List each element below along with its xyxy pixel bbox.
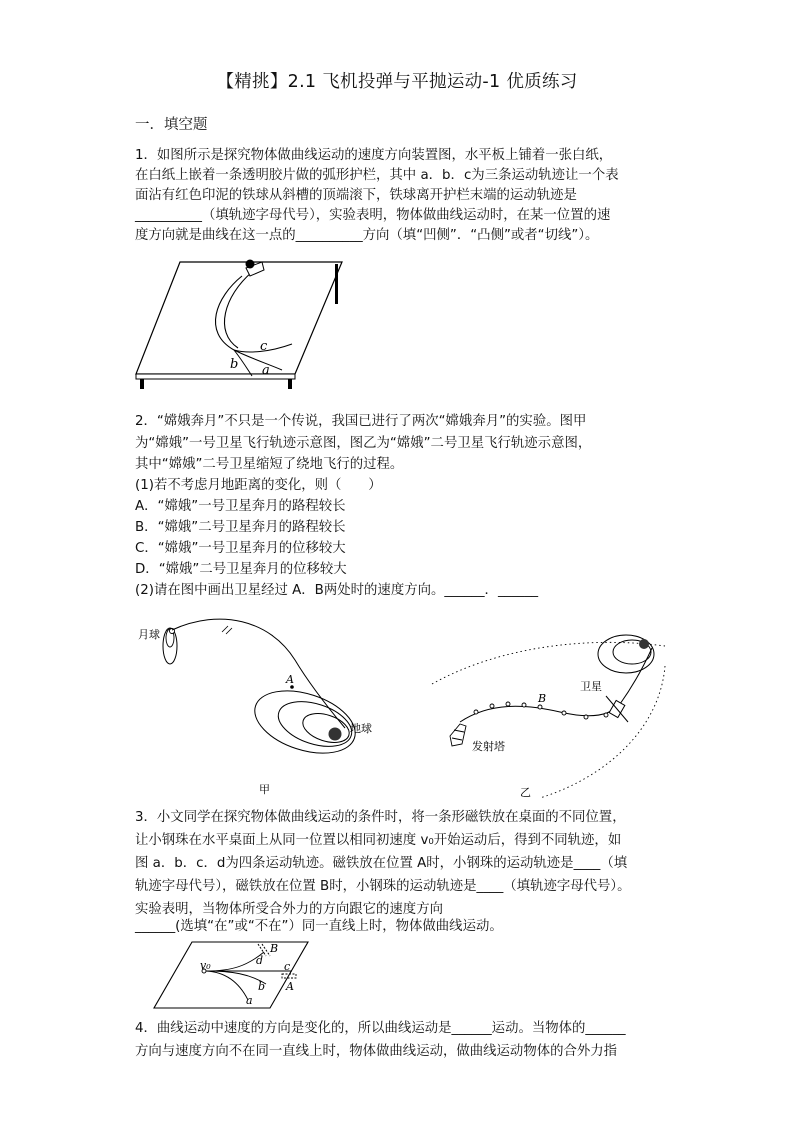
- jia-earth-label: 地球: [350, 722, 372, 735]
- q3-label-A: A: [286, 980, 294, 993]
- yi-launch-tower-label: 发射塔: [472, 740, 505, 753]
- q3-label-c: c: [284, 960, 291, 973]
- q1-figure-track-apparatus: [130, 252, 350, 392]
- q1-label-b: b: [230, 357, 239, 372]
- yi-point-b: B: [538, 692, 547, 705]
- q2-option-c: C．“嫦娥”一号卫星奔月的位移较大: [135, 541, 346, 556]
- q4-line: 方向与速度方向不在同一直线上时，物体做曲线运动，做曲线运动物体的合外力指: [135, 1044, 618, 1059]
- q3-label-a: a: [246, 994, 253, 1007]
- q2-figure-yi: [430, 626, 670, 804]
- q1-label-c: c: [260, 339, 268, 354]
- q2-option-a: A．“嫦娥”一号卫星奔月的路程较长: [135, 499, 346, 514]
- q2-option-b: B．“嫦娥”二号卫星奔月的路程较长: [135, 520, 346, 535]
- q1-label-a: a: [262, 363, 270, 378]
- q3-label-d: d: [256, 954, 264, 967]
- q1-line: 面沾有红色印泥的铁球从斜槽的顶端滚下，铁球离开护栏末端的运动轨迹是: [135, 188, 577, 203]
- q4-line: 4．曲线运动中速度的方向是变化的，所以曲线运动是______运动。当物体的______: [135, 1021, 626, 1036]
- q3-line: 3．小文同学在探究物体做曲线运动的条件时，将一条形磁铁放在桌面的不同位置，: [135, 810, 626, 825]
- jia-point-a: A: [286, 673, 294, 686]
- yi-caption: 乙: [520, 786, 531, 799]
- q3-label-v0: v₀: [200, 959, 211, 972]
- q3-line: ______(选填“在”或“不在”）同一直线上时，物体做曲线运动。: [135, 919, 503, 934]
- q1-line: 在白纸上嵌着一条透明胶片做的弧形护栏，其中 a．b．c为三条运动轨迹让一个表: [135, 168, 619, 183]
- q3-line: 图 a．b．c．d为四条运动轨迹。磁铁放在位置 A时，小钢珠的运动轨迹是____（填: [135, 856, 628, 871]
- q2-figure-jia: [130, 610, 390, 800]
- q3-figure-magnet-table: [152, 940, 312, 1012]
- q1-line: 度方向就是曲线在这一点的__________方向（填“凹侧”．“凸侧”或者“切线”）。: [135, 228, 599, 243]
- q2-option-d: D．“嫦娥”二号卫星奔月的位移较大: [135, 562, 347, 577]
- yi-satellite-label: 卫星: [580, 680, 602, 693]
- jia-moon-label: 月球: [138, 628, 160, 641]
- q2-line: (2)请在图中画出卫星经过 A．B两处时的速度方向。______．______: [135, 583, 539, 598]
- q3-label-B: B: [270, 942, 279, 955]
- section-heading: 一．填空题: [135, 117, 208, 133]
- q3-label-b: b: [258, 980, 266, 993]
- q3-line: 实验表明，当物体所受合外力的方向跟它的速度方向: [135, 902, 443, 917]
- jia-caption: 甲: [259, 783, 270, 796]
- page-title: 【精挑】2.1 飞机投弹与平抛运动-1 优质练习: [216, 72, 578, 92]
- q2-line: 2．“嫦娥奔月”不只是一个传说，我国已进行了两次“嫦娥奔月”的实验。图甲: [135, 414, 587, 429]
- q2-line: (1)若不考虑月地距离的变化，则（ ）: [135, 478, 382, 493]
- q1-line: 1．如图所示是探究物体做曲线运动的速度方向装置图，水平板上铺着一张白纸，: [135, 148, 613, 163]
- q2-line: 其中“嫦娥”二号卫星缩短了绕地飞行的过程。: [135, 457, 404, 472]
- q1-line: __________（填轨迹字母代号），实验表明，物体做曲线运动时，在某一位置的速: [135, 208, 611, 223]
- q3-line: 让小钢珠在水平桌面上从同一位置以相同初速度 v₀开始运动后，得到不同轨迹，如: [135, 833, 622, 848]
- q2-line: 为“嫦娥”一号卫星飞行轨迹示意图，图乙为“嫦娥”二号卫星飞行轨迹示意图，: [135, 436, 592, 451]
- q3-line: 轨迹字母代号），磁铁放在位置 B时，小钢珠的运动轨迹是____（填轨迹字母代号）。: [135, 879, 631, 894]
